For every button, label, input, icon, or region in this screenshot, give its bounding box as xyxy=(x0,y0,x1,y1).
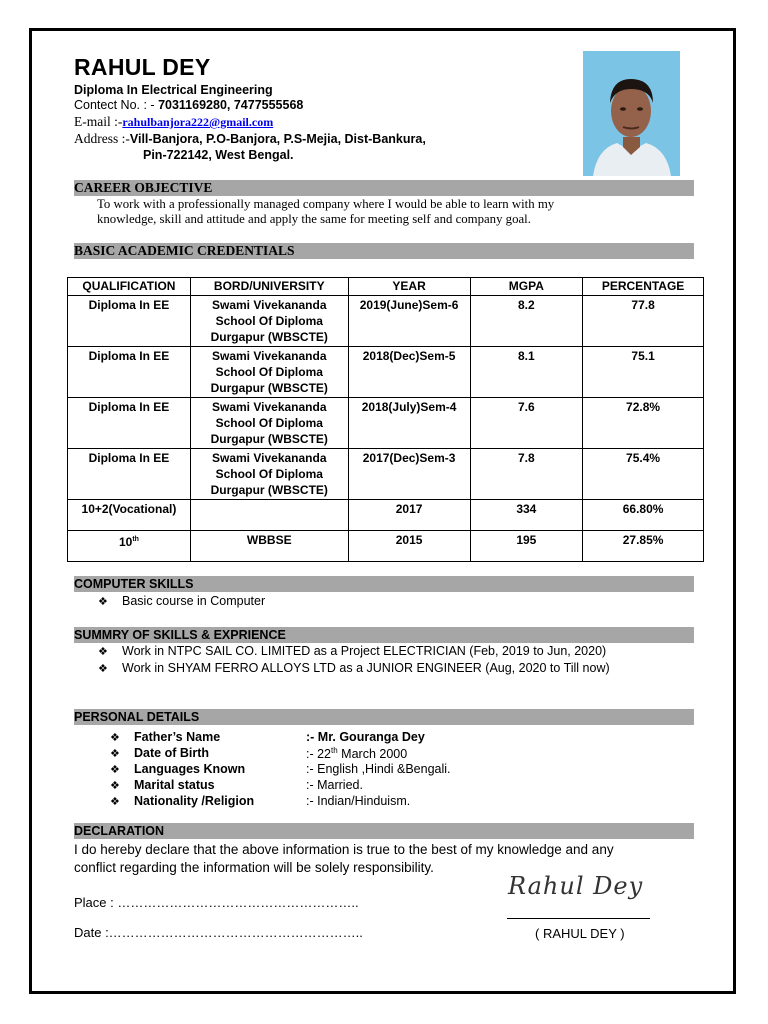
cell-mgpa: 195 xyxy=(470,531,583,562)
contact-value: 7031169280, 7477555568 xyxy=(158,98,304,112)
table-row xyxy=(68,398,704,449)
diamond-bullet-icon: ❖ xyxy=(98,663,108,675)
email-label: E-mail :- xyxy=(74,114,123,129)
cell-board: Swami Vivekananda School Of Diploma Durgapur (WBSCTE) xyxy=(190,449,348,500)
personal-details-heading: PERSONAL DETAILS xyxy=(74,709,694,725)
table-row xyxy=(68,449,704,500)
cell-mgpa: 334 xyxy=(470,500,583,531)
cell-board: WBBSE xyxy=(190,531,348,562)
address-line-1: Vill-Banjora, P.O-Banjora, P.S-Mejia, Dist-Bankura, xyxy=(129,132,426,146)
email-line xyxy=(74,114,273,130)
cell-mgpa: 7.8 xyxy=(470,449,583,500)
cell-year: 2017 xyxy=(348,500,470,531)
experience-heading: SUMMRY OF SKILLS & EXPRIENCE xyxy=(74,627,694,643)
qualification-line: Diploma In Electrical Engineering xyxy=(74,83,273,97)
diamond-bullet-icon: ❖ xyxy=(110,748,120,760)
personal-item-languages: ❖ Languages Known xyxy=(110,762,246,776)
cell-year: 2017(Dec)Sem-3 xyxy=(348,449,470,500)
cell-qualification: 10th xyxy=(68,531,191,562)
cell-percentage: 66.80% xyxy=(583,500,704,531)
personal-item-dob: ❖ Date of Birth xyxy=(110,746,209,760)
person-photo-icon xyxy=(583,51,680,176)
personal-value-dob: :- 22th March 2000 xyxy=(306,746,408,762)
list-item: ❖ Work in NTPC SAIL CO. LIMITED as a Project ELECTRICIAN (Feb, 2019 to Jun, 2020) xyxy=(98,644,607,658)
address-line xyxy=(74,131,426,147)
contact-label: Contect No. : - xyxy=(74,98,159,112)
cell-board: Swami Vivekananda School Of Diploma Durgapur (WBSCTE) xyxy=(190,398,348,449)
diamond-bullet-icon: ❖ xyxy=(98,596,108,608)
cell-percentage: 75.4% xyxy=(583,449,704,500)
cell-board: Swami Vivekananda School Of Diploma Durgapur (WBSCTE) xyxy=(190,296,348,347)
declaration-line-1: I do hereby declare that the above information is true to the best of my knowledge and any xyxy=(74,842,614,857)
personal-item-marital: ❖ Marital status xyxy=(110,778,215,792)
table-row xyxy=(68,500,704,531)
academic-heading: BASIC ACADEMIC CREDENTIALS xyxy=(74,243,694,259)
col-board: BORD/UNIVERSITY xyxy=(190,278,348,296)
diamond-bullet-icon: ❖ xyxy=(110,732,120,744)
signature: Rahul Dey xyxy=(508,872,644,900)
cell-year: 2018(Dec)Sem-5 xyxy=(348,347,470,398)
diamond-bullet-icon: ❖ xyxy=(98,646,108,658)
cell-qualification: 10+2(Vocational) xyxy=(68,500,191,531)
contact-line xyxy=(74,98,303,112)
personal-value-marital: :- Married. xyxy=(306,778,363,792)
cell-board: Swami Vivekananda School Of Diploma Durgapur (WBSCTE) xyxy=(190,347,348,398)
list-item: ❖ Work in SHYAM FERRO ALLOYS LTD as a JUNIOR ENGINEER (Aug, 2020 to Till now) xyxy=(98,661,610,675)
table-row xyxy=(68,531,704,562)
cell-qualification: Diploma In EE xyxy=(68,296,191,347)
cell-board xyxy=(190,500,348,531)
career-objective-line-1: To work with a professionally managed company where I would be able to learn with my xyxy=(97,197,555,211)
personal-item-nationality: ❖ Nationality /Religion xyxy=(110,794,255,808)
signatory-name: ( RAHUL DEY ) xyxy=(535,926,625,941)
place-field: Place : ……………………………………………….. xyxy=(74,895,359,910)
col-year: YEAR xyxy=(348,278,470,296)
cell-mgpa: 8.2 xyxy=(470,296,583,347)
profile-photo xyxy=(583,51,680,176)
address-label: Address :- xyxy=(74,131,130,146)
table-row xyxy=(68,296,704,347)
personal-item-father: ❖ Father’s Name xyxy=(110,730,221,744)
cell-year: 2018(July)Sem-4 xyxy=(348,398,470,449)
cell-percentage: 72.8% xyxy=(583,398,704,449)
col-mgpa: MGPA xyxy=(470,278,583,296)
email-link[interactable]: rahulbanjora222@gmail.com xyxy=(122,115,274,129)
cell-qualification: Diploma In EE xyxy=(68,449,191,500)
candidate-name: RAHUL DEY xyxy=(74,54,211,80)
career-objective-line-2: knowledge, skill and attitude and apply the same for meeting self and company goal. xyxy=(97,212,531,226)
cell-mgpa: 8.1 xyxy=(470,347,583,398)
list-item: ❖ Basic course in Computer xyxy=(98,594,266,608)
table-row xyxy=(68,347,704,398)
cell-percentage: 77.8 xyxy=(583,296,704,347)
table-header-row xyxy=(68,278,704,296)
col-qualification: QUALIFICATION xyxy=(68,278,191,296)
col-percentage: PERCENTAGE xyxy=(583,278,704,296)
personal-value-father: :- Mr. Gouranga Dey xyxy=(306,730,425,744)
declaration-heading: DECLARATION xyxy=(74,823,694,839)
personal-value-nationality: :- Indian/Hinduism. xyxy=(306,794,411,808)
signature-line xyxy=(507,918,650,919)
cell-percentage: 75.1 xyxy=(583,347,704,398)
cell-qualification: Diploma In EE xyxy=(68,398,191,449)
personal-value-languages: :- English ,Hindi &Bengali. xyxy=(306,762,451,776)
cell-year: 2015 xyxy=(348,531,470,562)
career-objective-heading: CAREER OBJECTIVE xyxy=(74,180,694,196)
diamond-bullet-icon: ❖ xyxy=(110,764,120,776)
cell-percentage: 27.85% xyxy=(583,531,704,562)
academic-table xyxy=(67,277,704,562)
declaration-line-2: conflict regarding the information will be solely responsibility. xyxy=(74,860,434,875)
cell-qualification: Diploma In EE xyxy=(68,347,191,398)
address-line-2: Pin-722142, West Bengal. xyxy=(143,148,294,162)
diamond-bullet-icon: ❖ xyxy=(110,796,120,808)
date-field: Date :………………………………………………….. xyxy=(74,925,363,940)
computer-skills-heading: COMPUTER SKILLS xyxy=(74,576,694,592)
cell-mgpa: 7.6 xyxy=(470,398,583,449)
cell-year: 2019(June)Sem-6 xyxy=(348,296,470,347)
diamond-bullet-icon: ❖ xyxy=(110,780,120,792)
